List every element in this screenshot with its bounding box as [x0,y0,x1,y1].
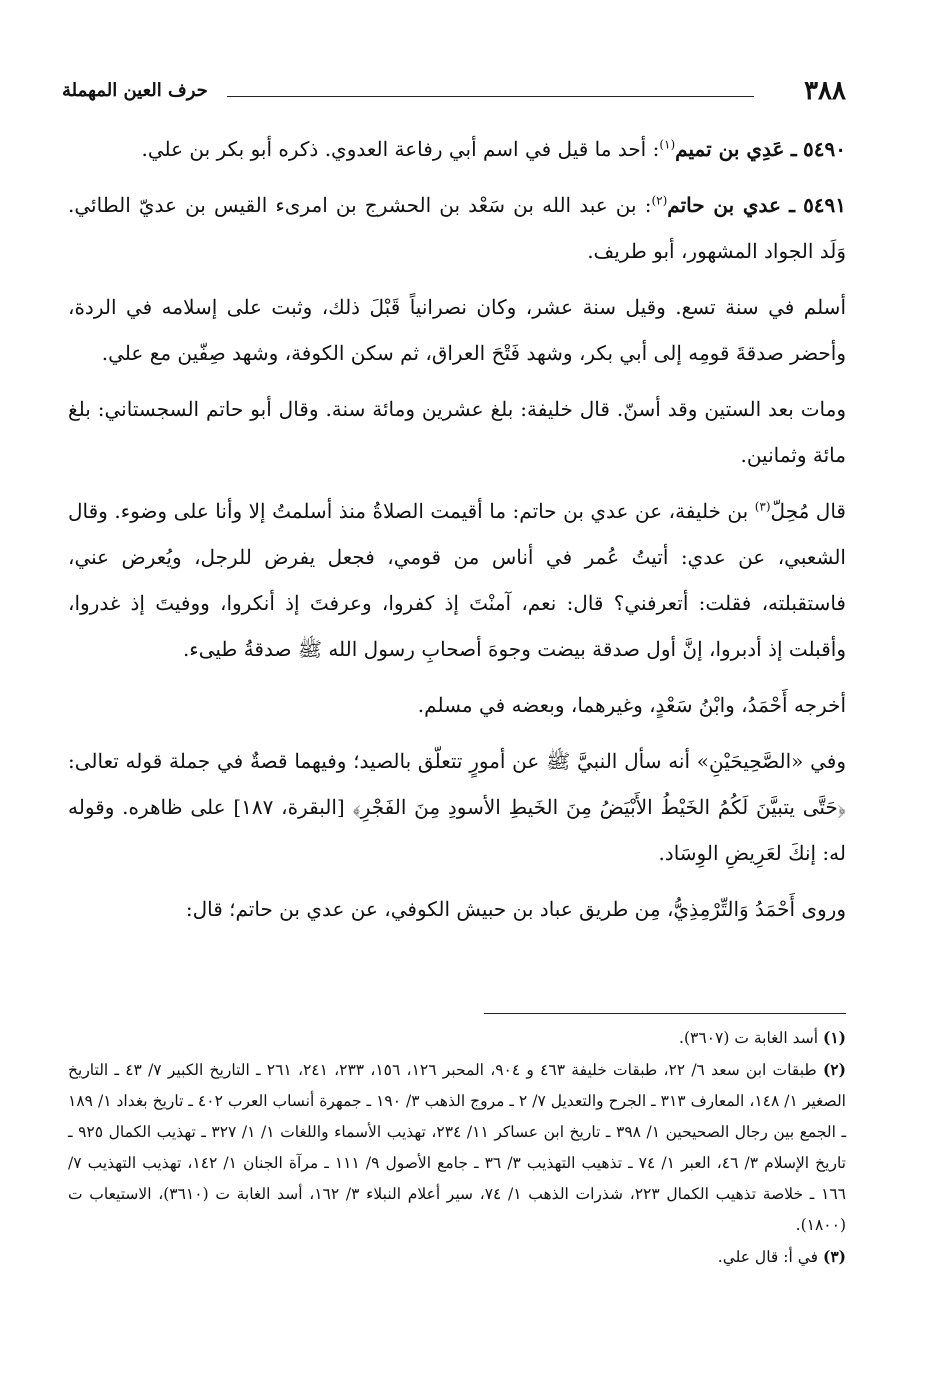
footnote-marker: (١) [659,137,676,152]
entry-5490 [68,126,846,172]
paragraph-sahihayn: وفي «الصَّحِيحَيْنِ» أنه سأل النبيَّ ﷺ عن أمورٍ تتعلّق بالصيد؛ وفيهما قصةٌ في جملة قوله تعالى: ﴿حَتَّى يتبيَّنَ لَكُمُ الخَيْطُ الأَبْيَضُ مِنَ الخَيطِ الأسودِ مِنَ الفَجْرِ﴾ [البقرة، ١٨٧] على ظاهره. وقوله له: إنكَ لعَرِيضِ الوِسَاد. [68,749,846,865]
footnote-marker: (٣) [754,499,771,514]
entry-name: عَدِي بن تميم [675,137,785,161]
page-header [62,74,846,110]
paragraph-death: ومات بعد الستين وقد أسنّ. قال خليفة: بلغ عشرين ومائة سنة. وقال أبو حاتم السجستاني: بلغ مائة وثمانين. [68,397,846,467]
entry-dash: ـ [789,193,795,217]
footnote-marker: (٢) [651,193,668,208]
main-text [68,126,846,942]
header-rule [227,96,754,97]
footnote-number: (٣) [822,1247,846,1266]
footnote-number: (٢) [822,1060,846,1079]
footnote-1 [68,1022,846,1054]
paragraph-riwaya: وروى أَحْمَدُ وَالتِّرْمِذِيُّ، مِن طريق عباد بن حبيش الكوفي، عن عدي بن حاتم؛ قال: [185,897,846,921]
footnote-text: طبقات ابن سعد ٦/ ٢٢، طبقات خليفة ٤٦٣ و ٩٠٤، المحبر ١٢٦، ١٥٦، ٢٣٣، ٢٤١، ٢٦١ ـ التاريخ الكبير ٧/ ٤٣ ـ التاريخ الصغير ١/ ١٤٨، المعارف ٣١٣ ـ الجرح والتعديل ٧/ ٢ ـ مروج الذهب ٣/ ١٩٠ ـ جمهرة أنساب العرب ٤٠٢ ـ تاريخ بغداد ١/ ١٨٩ ـ الجمع بين رجال الصحيحين ١/ ٣٩٨ ـ تاريخ ابن عساكر ١١/ ٢٣٤، تهذيب الأسماء واللغات ١/ ١/ ٣٢٧ ـ تهذيب الكمال ٩٢٥ ـ تاريخ الإسلام ٣/ ٤٦، العبر ١/ ٧٤ ـ تذهيب التهذيب ٣/ ٣٦ ـ جامع الأصول ٩/ ١١١ ـ مرآة الجنان ١/ ١٤٢، تهذيب التهذيب ٧/ ١٦٦ ـ خلاصة تذهيب الكمال ٢٢٣، شذرات الذهب ١/ ٧٤، سير أعلام النبلاء ٣/ ١٦٢، أسد الغابة ت (٣٦١٠)، الاستيعاب ت (١٨٠٠). [68,1061,847,1234]
narration-text: بن خليفة، عن عدي بن حاتم: ما أقيمت الصلاةُ منذ أسلمتُ إلا وأنا على وضوء. وقال الشعبي، عن عدي: أتيتُ عُمر في أناس من قومي، فجعل يفرض للرجل، ويُعرض عني، فاستقبلته، فقلت: أتعرفني؟ قال: نعم، آمنْتَ إذ كفروا، وعرفتَ إذ أنكروا، ووفيتَ إذ غدروا، وأقبلت إذ أدبروا، إنَّ أول صدقة بيضت وجوهَ أصحابِ رسول الله ﷺ صدقةُ طيىء. [68,499,846,661]
footnote-rule [484,1013,846,1014]
footnote-text: في أ: قال علي. [717,1248,819,1266]
footnote-number: (١) [822,1028,846,1047]
running-title: حرف العين المهملة [62,80,208,101]
footnote-2 [68,1054,846,1241]
entry-number: ٥٤٩٠ [803,137,846,161]
entry-5491 [68,182,846,274]
paragraph-narration [68,488,846,672]
footnote-3 [68,1241,846,1273]
paragraph-sources: أخرجه أَحْمَدُ، وابْنُ سَعْدٍ، وغيرهما، وبعضه في مسلم. [417,693,846,717]
page-number: ٣٨٨ [804,76,846,106]
narration-lead: قال مُحِلّ [770,499,846,523]
entry-dash: ـ [790,137,797,161]
footnotes [68,1022,846,1273]
entry-name: عدي بن حاتم [667,193,781,217]
footnote-text: أسد الغابة ت (٣٦٠٧). [679,1029,819,1047]
entry-text: : بن عبد الله بن سَعْد بن الحشرج بن امرىء القيس بن عديّ الطائي. وَلَد الجواد المشهور، أبو طريف. [68,193,846,263]
paragraph-islam: أسلم في سنة تسع. وقيل سنة عشر، وكان نصرانياً قَبْلَ ذلك، وثبت على إسلامه في الردة، وأحضر صدقةَ قومِه إلى أبي بكر، وشهد فَتْحَ العراق، ثم سكن الكوفة، وشهد صِفّين مع علي. [68,295,846,365]
entry-number: ٥٤٩١ [803,193,847,217]
entry-text: : أحد ما قيل في اسم أبي رفاعة العدوي. ذكره أبو بكر بن علي. [141,137,660,161]
